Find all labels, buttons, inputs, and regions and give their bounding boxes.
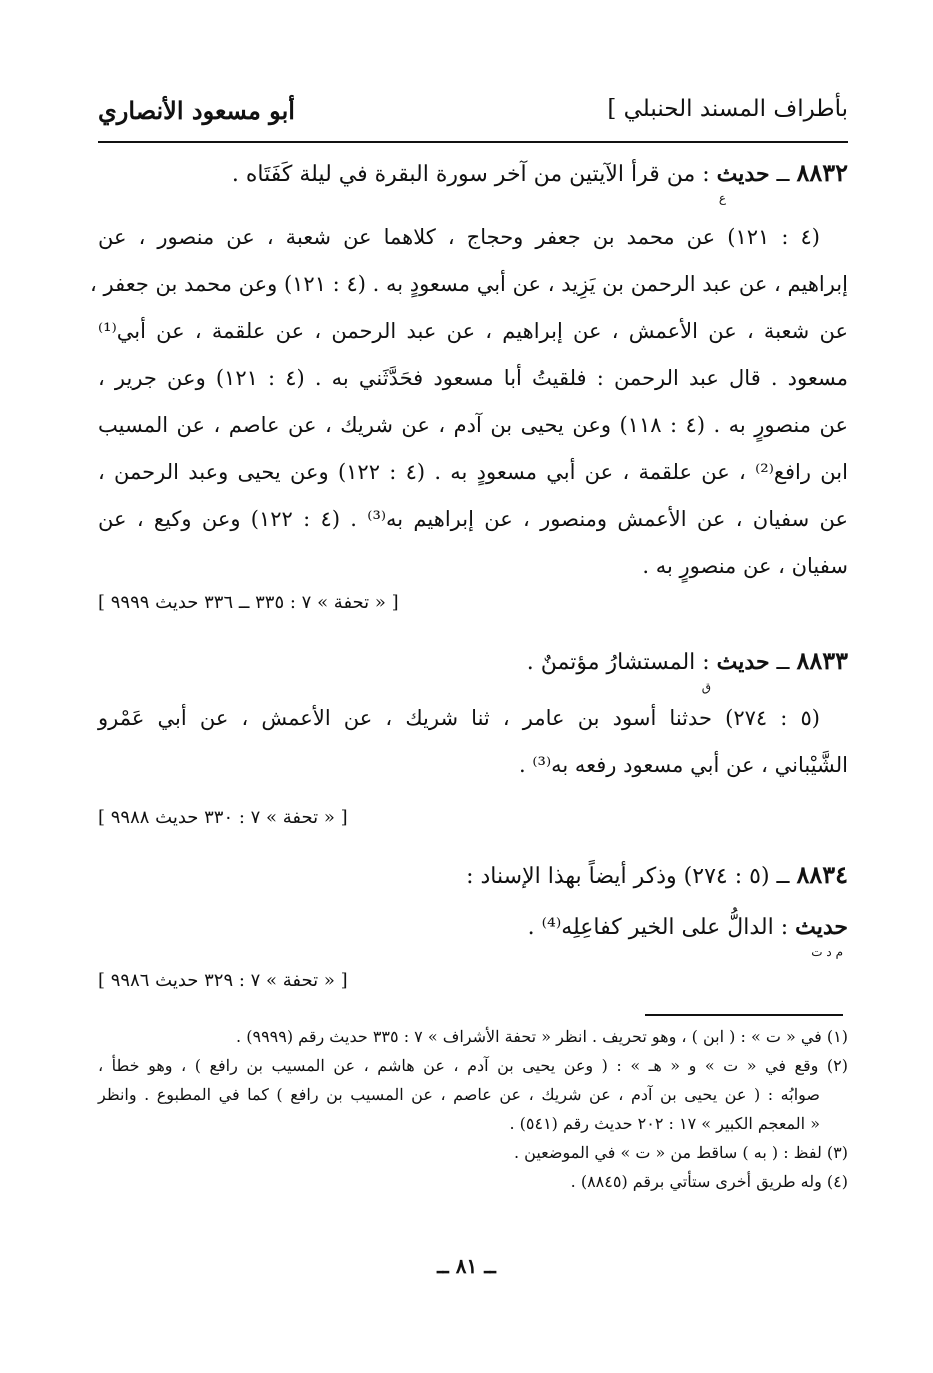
body-line: (٥ : ٢٧٤) حدثنا أسود بن عامر ، ثنا شريك ، عن الأعمش ، عن أبي عَمْرو (98, 706, 820, 730)
hadith-text: : من قرأ الآيتين من آخر سورة البقرة في ليلة كَفَتَاه . (231, 162, 717, 187)
body-line: الشَّيْباني ، عن أبي مسعود رفعه به⁽³⁾ . (519, 753, 848, 777)
hadith-text: (٥ : ٢٧٤) وذكر أيضاً بهذا الإسناد : (466, 864, 770, 889)
header-rule (98, 141, 848, 143)
hadith-keyword: حديث (716, 161, 770, 187)
body-line: سفيان ، عن منصورٍ به . (642, 554, 848, 578)
tuhfa-reference: [ « تحفة » ٧ : ٣٣٠ حديث ٩٩٨٨ ] (98, 807, 348, 828)
body-line: (٤ : ١٢١) عن محمد بن جعفر وحجاج ، كلاهما عن شعبة ، عن منصور ، عن (98, 225, 820, 249)
hadith-keyword: حديث (716, 649, 770, 675)
hadith-text: : الدالُّ على الخير كفاعِلِه⁽⁴⁾ . (527, 915, 796, 940)
hadith-8833-body (98, 695, 848, 789)
footnote-2-cont: « المعجم الكبير » ١٧ : ٢٠٢ حديث رقم (٥٤١) . (509, 1114, 820, 1133)
siglum-mark: ع (718, 191, 726, 205)
siglum-mark: ق (701, 680, 711, 694)
footnote-1: (١) في « ت » : ( ابن ) ، وهو تحريف . انظر « تحفة الأشراف » ٧ : ٣٣٥ حديث رقم (٩٩٩٩) . (236, 1027, 848, 1046)
hadith-number: ٨٨٣٢ (796, 158, 848, 187)
footnote-2: (٢) وقع في « ت » و « هـ » : ( وعن يحيى بن آدم ، عن هاشم ، عن المسيب بن رافع ) ، وهو خطأ ، (98, 1056, 848, 1075)
body-line: عن منصورٍ به . (٤ : ١١٨) وعن يحيى بن آدم ، عن شريك ، عن عاصم ، عن المسيب (98, 413, 848, 437)
body-line: ابن رافع⁽²⁾ ، عن علقمة ، عن أبي مسعودٍ به . (٤ : ١٢٢) وعن يحيى وعبد الرحمن ، (98, 460, 848, 484)
dash: ــ (769, 650, 797, 675)
hadith-8834-heading (466, 860, 848, 889)
hadith-8834-line2 (528, 914, 848, 940)
footnote-3: (٣) لفظ : ( به ) ساقط من « ت » في الموضعين . (514, 1143, 848, 1162)
footnotes (98, 1022, 848, 1196)
page-number: ــ ٨١ ــ (437, 1254, 496, 1278)
footnote-2-cont: صوابُه : ( عن يحيى بن آدم ، عن شريك ، عن عاصم ، عن المسيب بن رافع ) كما في المطبوع . وانظر (98, 1085, 820, 1104)
hadith-keyword: حديث (795, 914, 848, 940)
dash: ــ (769, 162, 797, 187)
hadith-8832-body (90, 214, 848, 590)
hadith-8832-heading (232, 158, 848, 187)
tuhfa-reference: [ « تحفة » ٧ : ٣٣٥ ــ ٣٣٦ حديث ٩٩٩٩ ] (98, 592, 399, 613)
body-line: إبراهيم ، عن عبد الرحمن بن يَزِيد ، عن أبي مسعودٍ به . (٤ : ١٢١) وعن محمد بن جعفر ، (90, 272, 848, 296)
body-line: عن شعبة ، عن الأعمش ، عن إبراهيم ، عن عبد الرحمن ، عن علقمة ، عن أبي⁽¹⁾ (98, 319, 848, 343)
running-header (98, 96, 848, 132)
body-line: مسعود . قال عبد الرحمن : فلقيتُ أبا مسعود فحَدَّثَني به . (٤ : ١٢١) وعن جرير ، (98, 366, 848, 390)
hadith-text: : المستشارُ مؤتمنٌ . (526, 650, 717, 675)
hadith-8833-heading (527, 646, 848, 675)
hadith-number: ٨٨٣٣ (796, 646, 848, 675)
siglum-mark: م د ت (811, 945, 843, 959)
book-title: بأطراف المسند الحنبلي ] (607, 96, 848, 122)
hadith-number: ٨٨٣٤ (796, 860, 848, 889)
footnote-4: (٤) وله طريق أخرى ستأتي برقم (٨٨٤٥) . (570, 1172, 848, 1191)
body-line: عن سفيان ، عن الأعمش ومنصور ، عن إبراهيم به⁽³⁾ . (٤ : ١٢٢) وعن وكيع ، عن (98, 507, 848, 531)
footnote-rule (645, 1014, 843, 1016)
tuhfa-reference: [ « تحفة » ٧ : ٣٢٩ حديث ٩٩٨٦ ] (98, 970, 348, 991)
section-title: أبو مسعود الأنصاري (98, 96, 295, 125)
dash: ــ (769, 864, 797, 889)
